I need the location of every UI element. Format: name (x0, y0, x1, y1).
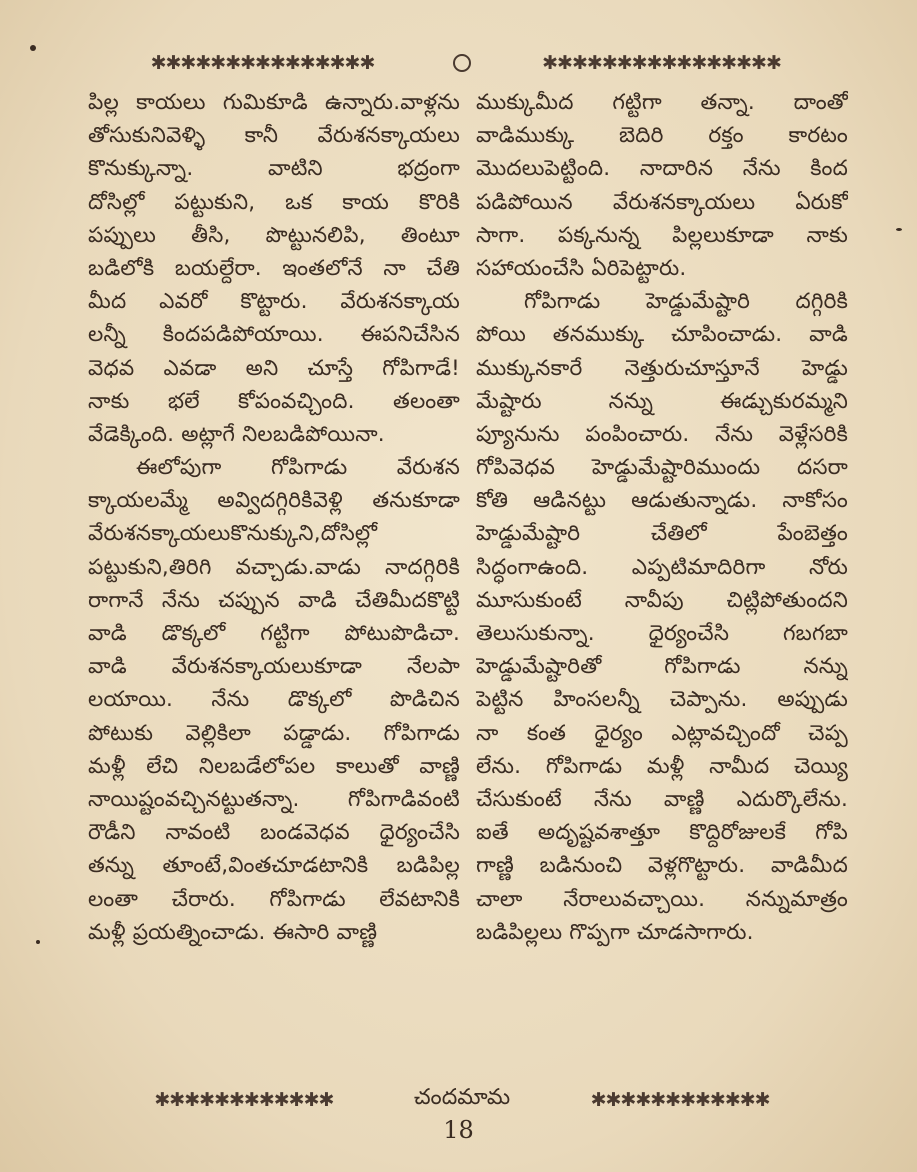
text-line: పప్పులు తీసి, పొట్టునలిపి, తింటూ (88, 222, 460, 248)
print-speck (36, 940, 40, 944)
text-line: మళ్లీ ప్రయత్నించాడు. ఈసారి వాణ్ణి (88, 919, 378, 945)
bottom-border-stars-right: ✱✱✱✱✱✱✱✱✱✱✱✱ (590, 1089, 770, 1111)
page-number: 18 (443, 1116, 474, 1144)
left-column (88, 86, 460, 1081)
text-line: బడిపిల్లలు గొప్పగా చూడసాగారు. (476, 919, 754, 945)
text-line: నాకు భలే కోపంవచ్చింది. తలంతా (88, 388, 460, 414)
text-line: పెట్టిన హింసలన్నీ చెప్పాను. అప్పుడు (476, 687, 848, 713)
text-line: ముక్కునకారే నెత్తురుచూస్తూనే హెడ్డు (476, 355, 848, 381)
text-line: సహాయంచేసి ఏరిపెట్టారు. (476, 255, 687, 281)
text-line: ఐతే అదృష్టవశాత్తూ కొద్దిరోజులకే గోపి (476, 820, 848, 846)
text-line: రౌడీని నావంటి బండవెధవ ధైర్యంచేసి (88, 820, 460, 846)
text-line: వాడి వేరుశనక్కాయలుకూడా నేలపా (88, 654, 460, 680)
text-line: హెడ్డుమేష్టారితో గోపిగాడు నన్ను (476, 654, 848, 680)
text-line: తన్ను తూంటే,వింతచూడటానికి బడిపిల్ల (88, 853, 460, 879)
text-line: లన్నీ కిందపడిపోయాయి. ఈపనిచేసిన (88, 322, 460, 348)
text-line: తోసుకునివెళ్ళి కానీ వేరుశనక్కాయలు (88, 123, 460, 149)
text-line: ప్యూనును పంపించారు. నేను వెళ్లేసరికి (476, 421, 848, 447)
text-line: గోపిగాడు హెడ్డుమేష్టారి దగ్గిరికి (524, 289, 848, 315)
text-line: గోపివెధవ హెడ్డుమేష్టారిముందు దసరా (476, 455, 848, 481)
text-line: బడిలోకి బయల్దేరా. ఇంతలోనే నా చేతి (88, 255, 460, 281)
top-border-stars-left: ✱✱✱✱✱✱✱✱✱✱✱✱✱✱✱ (150, 52, 375, 74)
text-line: చేసుకుంటే నేను వాణ్ణి ఎదుర్కొలేను. (476, 786, 848, 812)
text-line: లయాయి. నేను డొక్కలో పొడిచిన (88, 687, 460, 713)
text-line: వేడెక్కింది. అట్లాగే నిలబడిపోయినా. (88, 421, 385, 447)
text-line: మేష్టారు నన్ను ఈడ్చుకురమ్మని (476, 388, 848, 414)
bottom-ornamental-border (82, 1087, 842, 1113)
story-text (88, 86, 848, 1081)
text-line: పట్టుకుని,తిరిగి వచ్చాడు.వాడు నాదగ్గిరికి (88, 554, 460, 580)
text-line: మళ్లీ లేచి నిలబడేలోపల కాలుతో వాణ్ణి (88, 753, 460, 779)
bottom-border-stars-left: ✱✱✱✱✱✱✱✱✱✱✱✱ (154, 1089, 334, 1111)
text-line: సాగా. పక్కనున్న పిల్లలుకూడా నాకు (476, 222, 848, 248)
text-line: తెలుసుకున్నా. ధైర్యంచేసి గబగబా (476, 621, 848, 646)
text-line: పోయి తనముక్కు చూపించాడు. వాడి (476, 322, 848, 348)
text-line: వెధవ ఎవడా అని చూస్తే గోపిగాడే! (88, 355, 460, 381)
text-line: సిద్ధంగాఉంది. ఎప్పటిమాదిరిగా నోరు (476, 554, 848, 580)
text-line: దోసిల్లో పట్టుకుని, ఒక కాయ కొరికి (88, 189, 460, 215)
text-line: పోటుకు వెల్లికిలా పడ్డాడు. గోపిగాడు (88, 720, 460, 746)
top-border-stars-right: ✱✱✱✱✱✱✱✱✱✱✱✱✱✱✱✱ (542, 52, 781, 74)
text-line: మూసుకుంటే నావీపు చిట్లిపోతుందని (476, 587, 848, 613)
text-line: హెడ్డుమేష్టారి చేతిలో పేంబెత్తం (476, 521, 848, 547)
print-speck (896, 228, 902, 231)
text-line: లేను. గోపిగాడు మళ్లీ నామీద చెయ్యి (476, 753, 848, 779)
magazine-name: చందమామ (413, 1087, 511, 1110)
text-line: వేరుశనక్కాయలుకొనుక్కుని,దోసిల్లో (88, 521, 378, 547)
text-line: ముక్కుమీద గట్టిగా తన్నా. దాంతో (476, 90, 848, 115)
text-line: మొదలుపెట్టింది. నాదారిన నేను కింద (476, 156, 848, 182)
text-line: నా కంత ధైర్యం ఎట్లావచ్చిందో చెప్ప (476, 720, 848, 746)
text-line: చాలా నేరాలువచ్చాయి. నన్నుమాత్రం (476, 886, 848, 912)
text-line: నాయిష్టంవచ్చినట్టుతన్నా. గోపిగాడివంటి (88, 786, 460, 812)
text-line: ఈలోపుగా గోపిగాడు వేరుశన (136, 455, 460, 481)
text-line: కొనుక్కున్నా. వాటిని భద్రంగా (88, 156, 460, 182)
text-line: మీద ఎవరో కొట్టారు. వేరుశనక్కాయ (88, 289, 460, 315)
print-speck (30, 45, 36, 51)
text-line: కోతి ఆడినట్టు ఆడుతున్నాడు. నాకోసం (476, 488, 848, 514)
circle-ornament-icon (453, 54, 471, 72)
text-line: వాడి డొక్కలో గట్టిగా పోటుపొడిచా. (88, 621, 460, 646)
text-line: పడిపోయిన వేరుశనక్కాయలు ఏరుకో (476, 189, 848, 215)
text-line: వాడిముక్కు బెదిరి రక్తం కారటం (476, 123, 848, 149)
text-line: గాణ్ణి బడినుంచి వెళ్లగొట్టారు. వాడిమీద (476, 853, 848, 879)
text-line: రాగానే నేను చప్పున వాడి చేతిమీదకొట్టి (88, 587, 460, 613)
top-ornamental-border (82, 50, 842, 76)
text-line: పిల్ల కాయలు గుమికూడి ఉన్నారు.వాళ్లను (88, 90, 460, 115)
right-column (476, 86, 848, 1081)
text-line: లంతా చేరారు. గోపిగాడు లేవటానికి (88, 886, 460, 912)
text-line: క్కాయలమ్మే అవ్విదగ్గిరికివెళ్లి తనుకూడా (88, 488, 460, 514)
